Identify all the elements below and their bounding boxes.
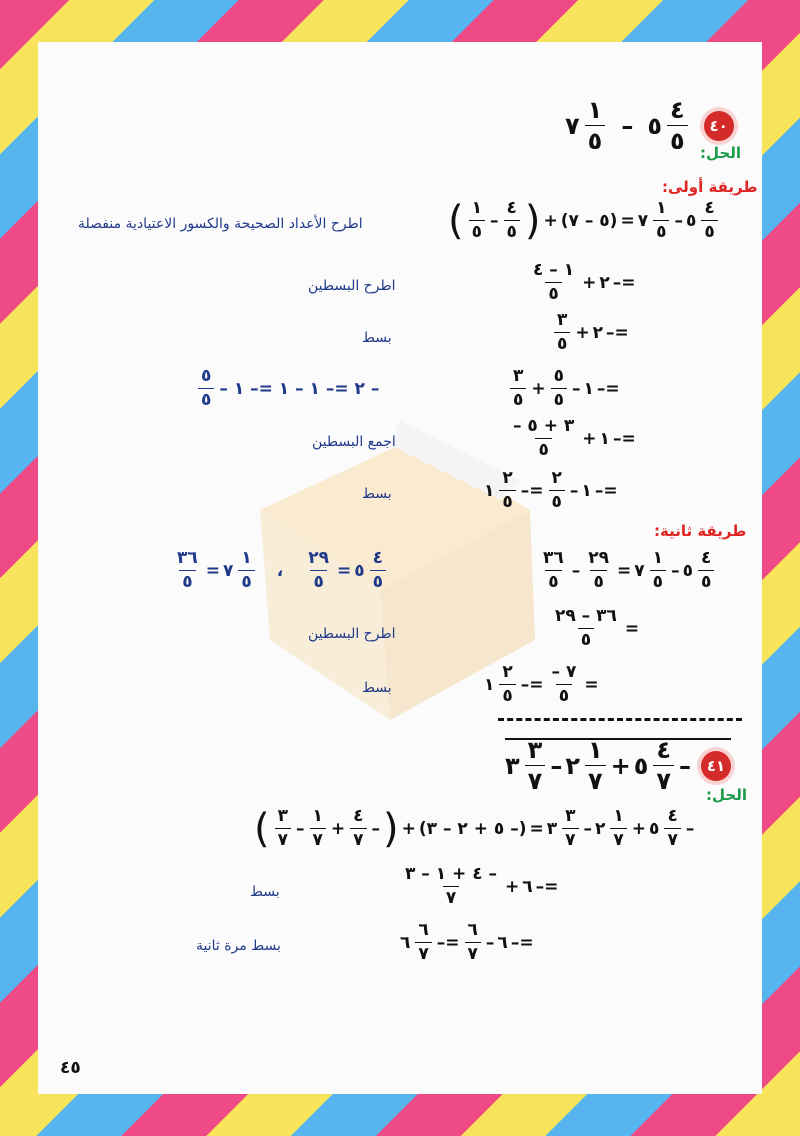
operator: – — [490, 210, 499, 231]
operator: + — [582, 428, 597, 449]
numerator: ٣ — [557, 310, 568, 330]
numerator: ٢ — [502, 662, 513, 682]
operator: – — [583, 818, 593, 839]
numerator: ٤ — [669, 96, 685, 124]
problem-number-badge: ٤٠ — [704, 111, 734, 141]
whole-number: ١ — [484, 674, 495, 695]
numerator: ٧ – — [551, 662, 577, 682]
numerator: ١ — [587, 96, 603, 124]
denominator: ٥ — [545, 570, 561, 591]
whole-number: ١ — [583, 378, 594, 399]
denominator: ٥ — [499, 490, 515, 511]
denominator: ٧ — [310, 828, 326, 849]
operator: – — [571, 560, 581, 581]
denominator: ٥ — [667, 125, 688, 153]
operator: – — [296, 818, 305, 839]
denominator: ٥ — [551, 388, 567, 409]
method1-line1: $\frac{٤}{٥}$ ٥ – $\frac{١}{٥}$ ٧ = (٥ – ٧) + ( $\frac{٤}{٥}$ – $\frac{١}{٥}$ ) — [448, 200, 720, 241]
numerator: ١ – ٤ — [533, 260, 575, 280]
equals: =– — [520, 674, 544, 695]
numerator: ٤ — [506, 198, 517, 218]
equals: =– — [612, 272, 636, 293]
step-note: بسط — [362, 486, 392, 502]
method2-line3 — [484, 664, 599, 705]
equals: = — [624, 618, 640, 639]
equals: = — [529, 818, 544, 839]
equals: =– — [594, 480, 618, 501]
denominator: ٥ — [198, 388, 214, 409]
denominator: ٥ — [653, 220, 669, 241]
numerator: ٢٩ — [588, 548, 610, 568]
section-divider — [498, 718, 742, 721]
whole-number: ٧ — [637, 210, 649, 231]
denominator: ٥ — [310, 570, 326, 591]
numerator: ٣ + ٥ – — [513, 416, 575, 436]
numerator: ١ — [587, 736, 603, 764]
whole-number: ٥ — [633, 751, 649, 780]
denominator: ٥ — [698, 570, 714, 591]
step-note: بسط — [250, 884, 280, 900]
numerator: ٥ — [201, 366, 212, 386]
denominator: ٧ — [443, 886, 459, 907]
whole-number: ٦ — [400, 932, 411, 953]
numerator: ٣ — [513, 366, 524, 386]
operator: + — [505, 876, 520, 897]
equals: = — [617, 560, 632, 581]
whole-number: ٢ — [595, 818, 606, 839]
denominator: ٥ — [179, 570, 195, 591]
numerator: – ٤ + ١ – ٣ — [405, 864, 498, 884]
whole-number: ٥ — [682, 560, 693, 581]
operator: + — [582, 272, 597, 293]
numerator: ٣ — [565, 806, 576, 826]
equals: =– — [535, 876, 559, 897]
operator: – — [485, 932, 495, 953]
operator: + — [531, 378, 546, 399]
separator: ، — [276, 560, 284, 581]
step-note: بسط — [362, 330, 392, 346]
denominator: ٧ — [562, 828, 578, 849]
whole-number: ٥ — [649, 818, 660, 839]
operator: + — [631, 818, 647, 839]
method2-line1 — [538, 550, 716, 591]
numerator: ١ — [656, 198, 667, 218]
whole-difference: (٥ – ٧) — [560, 210, 618, 231]
numerator: ١ — [471, 198, 482, 218]
numerator: ١ — [312, 806, 323, 826]
page-number: ٤٥ — [60, 1058, 81, 1078]
operator: + — [610, 751, 631, 780]
operator: + — [575, 322, 590, 343]
denominator: ٥ — [590, 570, 606, 591]
equals: =– — [612, 428, 636, 449]
denominator: ٥ — [585, 125, 606, 153]
denominator: ٥ — [535, 438, 551, 459]
whole-sum: (– ٥ + ٢ – ٣) — [418, 818, 527, 839]
whole-number: ١ — [484, 480, 495, 501]
step-note: بسط — [362, 680, 392, 696]
whole-number: ٦ — [522, 876, 533, 897]
conversion-note — [172, 550, 388, 591]
operator: – — [550, 751, 563, 780]
operator: – — [572, 378, 581, 399]
operator: – — [671, 560, 680, 581]
whole-number: ٧ — [223, 560, 234, 581]
numerator: ٣٦ – ٢٩ — [555, 606, 617, 626]
solution-label: الحل: — [700, 144, 741, 162]
method1-line5 — [508, 418, 636, 459]
p41-line3 — [400, 922, 534, 963]
problem-41-header — [505, 738, 731, 793]
side-note-line4 — [196, 368, 379, 409]
equals: = — [205, 560, 221, 581]
denominator: ٧ — [275, 828, 291, 849]
whole-number: ٥ — [354, 560, 365, 581]
operator: – — [569, 480, 579, 501]
denominator: ٧ — [610, 828, 626, 849]
equals: =– — [510, 932, 534, 953]
numerator: ٦ — [418, 920, 429, 940]
denominator: ٧ — [415, 942, 431, 963]
numerator: ٤ — [700, 548, 712, 568]
method1-line6 — [484, 470, 618, 511]
method-one-label: طريقة أولى: — [662, 178, 758, 196]
equals: = — [620, 210, 635, 231]
step-note: اطرح الأعداد الصحيحة والكسور الاعتيادية منفصلة — [78, 216, 363, 232]
operator: – — [371, 818, 381, 839]
denominator: ٥ — [510, 388, 526, 409]
equals: = — [584, 674, 599, 695]
numerator: ٦ — [467, 920, 478, 940]
numerator: ٢ — [551, 468, 562, 488]
equals: =– — [520, 480, 544, 501]
whole-number: ١ — [599, 428, 610, 449]
denominator: ٧ — [350, 828, 366, 849]
denominator: ٥ — [504, 220, 520, 241]
numerator: ٤ — [656, 736, 672, 764]
operator: + — [401, 818, 416, 839]
operator: + — [543, 210, 558, 231]
denominator: ٥ — [554, 332, 570, 353]
step-note: اطرح البسطين — [308, 626, 396, 642]
numerator: ١ — [652, 548, 664, 568]
method1-line2 — [528, 262, 636, 303]
numerator: ٤ — [372, 548, 384, 568]
step-note: بسط مرة ثانية — [196, 938, 281, 954]
denominator: ٥ — [556, 684, 572, 705]
whole-number: ٦ — [497, 932, 508, 953]
method-two-label: طريقة ثانية: — [654, 522, 747, 540]
equals: =– — [596, 378, 620, 399]
problem-number-badge: ٤١ — [701, 751, 731, 781]
denominator: ٧ — [465, 942, 481, 963]
denominator: ٥ — [545, 282, 561, 303]
numerator: ٢٩ — [308, 548, 330, 568]
numerator: ٣٦ — [543, 548, 564, 568]
equals: = — [337, 560, 352, 581]
method1-line3 — [552, 312, 629, 353]
whole-number: ٢ — [599, 272, 610, 293]
p41-line1: – $\frac{٤}{٧}$ ٥ + $\frac{١}{٧}$ ٢ – $\frac{٣}{٧}$ ٣ = (– ٥ + ٢ – ٣) + ( – $\frac{٤}{٧}$ + $\frac{١}{٧}$ – $\frac{٣}{٧}$ ) — [254, 805, 695, 852]
denominator: ٧ — [653, 765, 674, 793]
whole-number: ٧ — [634, 560, 645, 581]
denominator: ٧ — [525, 765, 546, 793]
denominator: ٥ — [469, 220, 485, 241]
p41-line2 — [400, 866, 558, 907]
whole-number: ٣ — [546, 818, 558, 839]
numerator: ٤ — [667, 806, 678, 826]
equals: =– — [436, 932, 460, 953]
numerator: ٤ — [704, 198, 715, 218]
numerator: ١ — [613, 806, 624, 826]
denominator: ٥ — [650, 570, 666, 591]
denominator: ٧ — [585, 765, 606, 793]
operator: + — [330, 818, 346, 839]
whole-number: ٢ — [565, 751, 580, 780]
denominator: ٥ — [549, 490, 565, 511]
numerator: ٣ — [527, 736, 543, 764]
operator: – — [621, 111, 634, 140]
denominator: ٥ — [701, 220, 717, 241]
equals: =– — [606, 322, 629, 343]
whole-number: ٥ — [685, 210, 697, 231]
solution-label: الحل: — [706, 786, 747, 804]
step-note: اجمع البسطين — [312, 434, 396, 450]
denominator: ٥ — [238, 570, 254, 591]
whole-number: ٣ — [505, 751, 520, 780]
denominator: ٥ — [499, 684, 515, 705]
numerator: ١ — [241, 548, 252, 568]
denominator: ٧ — [664, 828, 680, 849]
whole-number: ٢ — [592, 322, 604, 343]
numerator: ٣ — [277, 806, 288, 826]
method2-line2 — [550, 608, 639, 649]
whole-number: ٧ — [565, 111, 580, 140]
denominator: ٥ — [370, 570, 386, 591]
operator: – — [679, 751, 692, 780]
denominator: ٥ — [578, 628, 594, 649]
step-note: اطرح البسطين — [308, 278, 396, 294]
numerator: ٢ — [502, 468, 513, 488]
operator: – — [685, 818, 695, 839]
operator: – — [674, 210, 683, 231]
whole-number: ٥ — [647, 111, 662, 140]
whole-number: ١ — [581, 480, 592, 501]
step-note: – ٢ =– ١ – ١ =– ١ – — [219, 378, 380, 399]
numerator: ٥ — [553, 366, 565, 386]
method1-line4 — [508, 368, 620, 409]
numerator: ٣٦ — [177, 548, 198, 568]
numerator: ٤ — [353, 806, 364, 826]
